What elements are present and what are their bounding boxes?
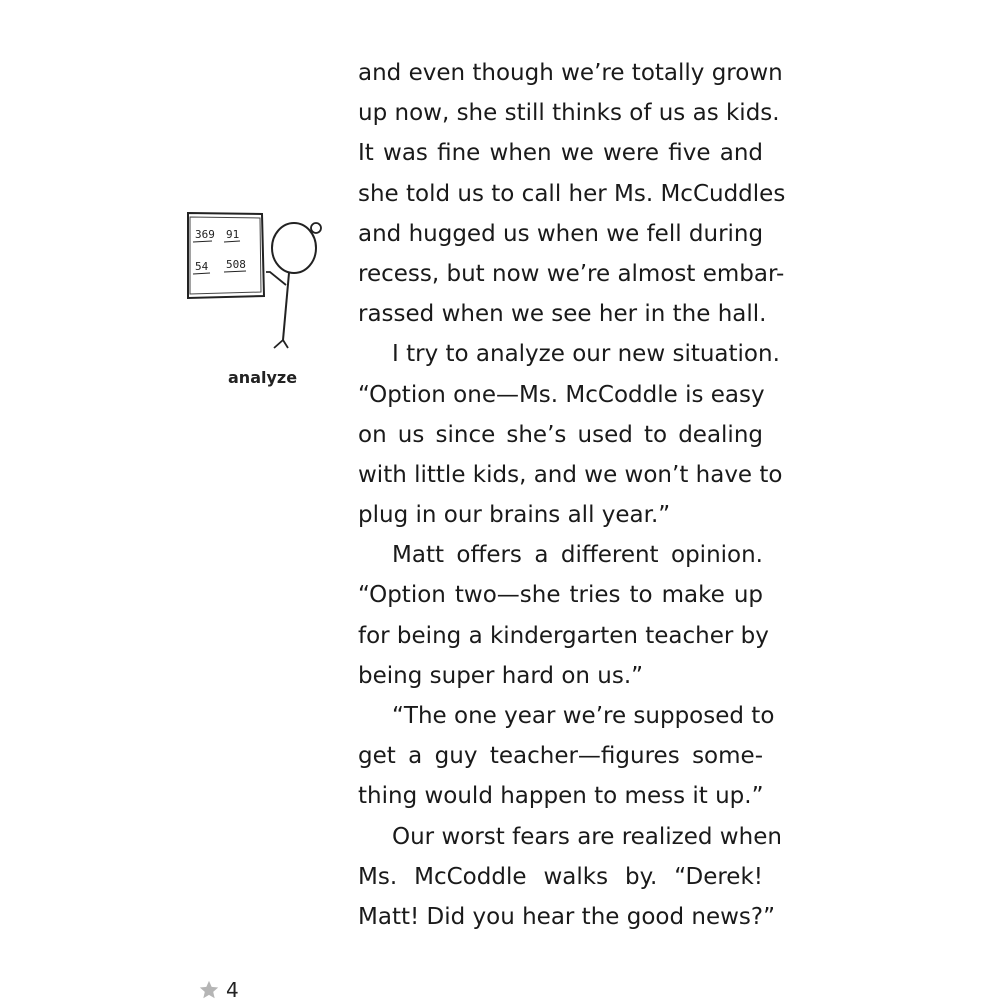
text-line: It was fine when we were five and [358,140,763,167]
text-line: thing would happen to mess it up.” [358,783,764,810]
text-line: on us since she’s used to dealing [358,421,763,448]
text-line: “The one year we’re supposed to [392,703,775,729]
vocabulary-word: analyze [228,368,298,387]
text-line: she told us to call her Ms. McCuddles [358,180,786,207]
text-line: for being a kindergarten teacher by [358,622,769,649]
text-line: “Option one—Ms. McCoddle is easy [358,381,765,408]
figure-arm [266,272,286,285]
text-line: plug in our brains all year.” [358,502,671,529]
board-number: 369 [195,228,215,241]
board-number: 508 [226,258,246,271]
text-line: rassed when we see her in the hall. [358,301,767,328]
figure-hair-bun [311,223,321,233]
text-line: and hugged us when we fell during [358,220,764,247]
chalkboard-frame [188,213,264,298]
text-line: being super hard on us.” [358,662,644,689]
text-line: recess, but now we’re almost embar- [358,260,785,287]
board-number: 91 [226,228,240,241]
figure-legs [274,340,288,348]
text-line: up now, she still thinks of us as kids. [358,100,780,127]
text-line: Matt offers a different opinion. [392,542,763,569]
stick-figure-at-chalkboard-icon [182,210,342,360]
text-line: get a guy teacher—figures some- [358,743,763,770]
page-number: 4 [226,978,239,1002]
text-line: and even though we’re totally grown [358,60,783,86]
star-icon [198,979,220,1001]
board-number: 54 [195,260,209,273]
text-line: Our worst fears are realized when [392,823,782,850]
text-line: Matt! Did you hear the good news?” [358,903,776,930]
text-line: Ms. McCoddle walks by. “Derek! [358,863,763,890]
text-line: I try to analyze our new situation. [392,341,780,368]
figure-head [272,223,316,273]
text-line: “Option two—she tries to make up [358,582,763,609]
body-text [358,53,786,937]
text-line: with little kids, and we won’t have to [358,461,783,488]
